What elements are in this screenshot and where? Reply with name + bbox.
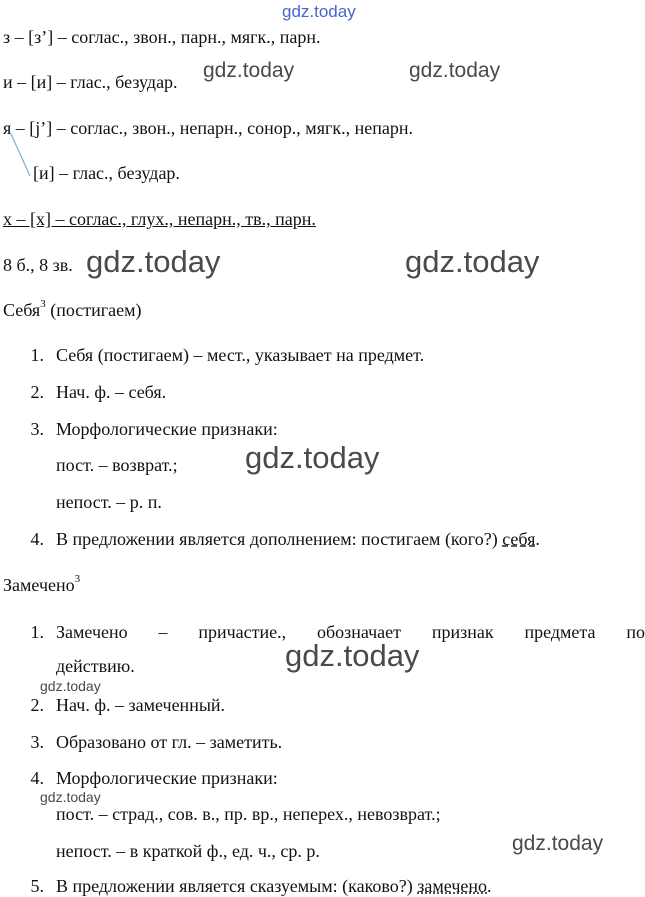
- watermark: gdz.today: [203, 59, 295, 82]
- watermark: gdz.today: [285, 638, 420, 673]
- zamecheno-item-1: Замечено – причастие., обозначает признак предмета по: [56, 622, 645, 642]
- phonetic-line-ya-vowel: [и] – глас., безудар.: [33, 163, 180, 183]
- list-number: 3.: [30, 732, 44, 752]
- list-number: 2.: [30, 382, 44, 402]
- zamecheno-const: пост. – страд., сов. в., пр. вр., неперех., невозврат.;: [56, 804, 441, 824]
- list-number: 4.: [30, 768, 44, 788]
- watermark: gdz.today: [40, 789, 101, 805]
- sebya-item-1: Себя (постигаем) – мест., указывает на предмет.: [56, 345, 425, 365]
- zamecheno-item-3: Образовано от гл. – заметить.: [56, 732, 283, 752]
- list-number: 4.: [30, 529, 44, 549]
- sebya-item-3: Морфологические признаки:: [56, 419, 278, 439]
- zamecheno-item-2: Нач. ф. – замеченный.: [56, 695, 226, 715]
- watermark: gdz.today: [40, 678, 101, 694]
- zamecheno-item-1-cont: действию.: [56, 656, 135, 676]
- sebya-const: пост. – возврат.;: [56, 455, 178, 475]
- watermark: gdz.today: [86, 244, 221, 279]
- zamecheno-nonconst: непост. – в краткой ф., ед. ч., ср. р.: [56, 841, 320, 861]
- phonetic-line-ya: я – [j’] – соглас., звон., непарн., сонор., мягк., непарн.: [3, 118, 413, 138]
- phonetic-summary: 8 б., 8 зв.: [3, 255, 73, 275]
- list-number: 1.: [30, 622, 44, 642]
- watermark: gdz.today: [245, 440, 380, 475]
- zamecheno-item-5: В предложении является сказуемым: (каково?) замечено.: [56, 876, 492, 896]
- list-number: 1.: [30, 345, 44, 365]
- watermark: gdz.today: [405, 244, 540, 279]
- watermark: gdz.today: [512, 832, 604, 855]
- zamecheno-heading: Замечено$^3$: [3, 573, 81, 595]
- phonetic-line-z: з – [з’] – соглас., звон., парн., мягк., парн.: [3, 27, 321, 47]
- list-number: 3.: [30, 419, 44, 439]
- sebya-heading: Себя$^3$ (постигаем): [3, 298, 142, 320]
- watermark: gdz.today: [409, 59, 501, 82]
- list-number: 2.: [30, 695, 44, 715]
- phonetic-line-i: и – [и] – глас., безудар.: [3, 72, 178, 92]
- zamecheno-item-4: Морфологические признаки:: [56, 768, 278, 788]
- watermark-top: gdz.today: [282, 2, 356, 21]
- sebya-item-2: Нач. ф. – себя.: [56, 382, 167, 402]
- list-number: 5.: [30, 876, 44, 896]
- sebya-nonconst: непост. – р. п.: [56, 492, 162, 512]
- phonetic-line-h: х – [х] – соглас., глух., непарн., тв., парн.: [3, 209, 316, 229]
- sebya-item-4: В предложении является дополнением: постигаем (кого?) себя.: [56, 529, 540, 549]
